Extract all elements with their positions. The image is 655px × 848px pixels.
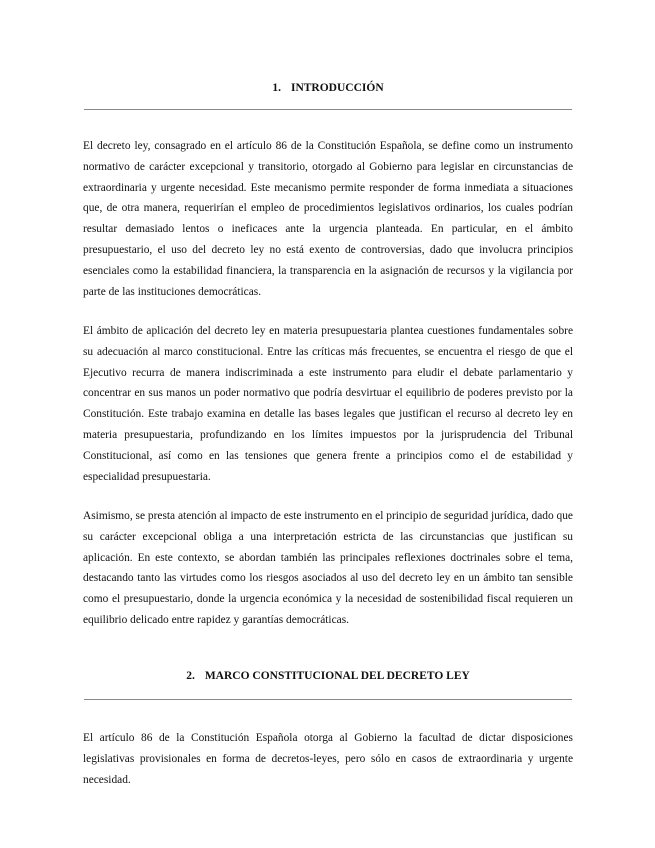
paragraph: El ámbito de aplicación del decreto ley en materia presupuestaria plantea cuestiones fundamentales sobre su adecuación al marco constitucional. Entre las críticas más frecuentes, se encuentra el riesgo de que el Ejecutivo recurra de manera indiscriminada a este instrumento para eludir el debate parlamentario y concentrar en sus manos un poder normativo que podría desvirtuar el equilibrio de poderes previsto por la Constitución. Este trabajo examina en detalle las bases legales que justifican el recurso al decreto ley en materia presupuestaria, profundizando en los límites impuestos por la jurisprudencia del Tribunal Constitucional, así como en las tensiones que genera frente a principios como el de estabilidad y especialidad presupuestaria. (83, 325, 573, 483)
paragraph: El decreto ley, consagrado en el artículo 86 de la Constitución Española, se define como un instrumento normativo de carácter excepcional y transitorio, otorgado al Gobierno para legislar en circunstancias de extraordinaria y urgente necesidad. Este mecanismo permite responder de forma inmediata a situaciones que, de otra manera, requerirían el empleo de procedimientos legislativos ordinarios, los cuales podrían resultar demasiado lentos o ineficaces ante la urgencia planteada. En particular, en el ámbito presupuestario, el uso del decreto ley no está exento de controversias, dado que involucra principios esenciales como la estabilidad financiera, la transparencia en la asignación de recursos y la vigilancia por parte de las instituciones democráticas. (83, 140, 573, 298)
section-number: 2. (186, 670, 195, 682)
section-divider (84, 109, 572, 110)
section-divider (84, 699, 572, 700)
paragraph: Asimismo, se presta atención al impacto de este instrumento en el principio de seguridad jurídica, dado que su carácter excepcional obliga a una interpretación estricta de las circunstancias que justifican su aplicación. En este contexto, se abordan también las principales reflexiones doctrinales sobre el tema, destacando tanto las virtudes como los riesgos asociados al uso del decreto ley en un ámbito tan sensible como el presupuestario, donde la urgencia económica y la necesidad de sostenibilidad fiscal requieren un equilibrio delicado entre rapidez y garantías democráticas. (83, 510, 573, 626)
section-heading-1 (84, 82, 572, 94)
section-title: INTRODUCCIÓN (290, 82, 384, 94)
paragraph: El artículo 86 de la Constitución Española otorga al Gobierno la facultad de dictar disposiciones legislativas provisionales en forma de decretos-leyes, pero sólo en casos de extraordinaria y urgente necesidad. (83, 732, 573, 786)
section-heading-2 (84, 670, 572, 682)
paragraph-continued (83, 728, 573, 786)
section-title: MARCO CONSTITUCIONAL DEL DECRETO LEY (204, 670, 470, 682)
section-number: 1. (272, 82, 281, 94)
